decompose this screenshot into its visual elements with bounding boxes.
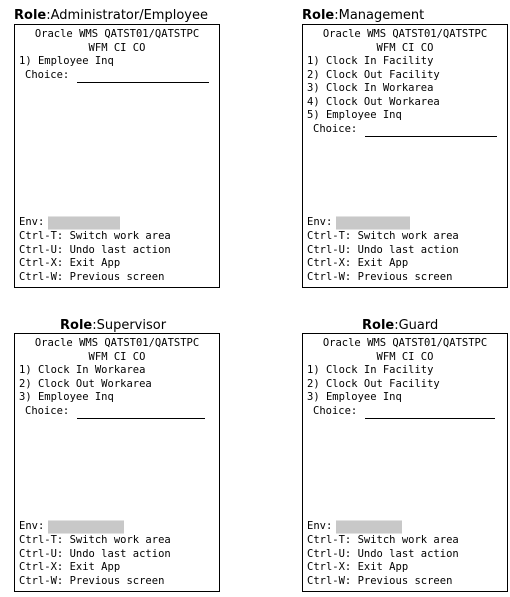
screen-header-title: Oracle WMS QATST01/QATSTPC [322,337,488,349]
env-label: Env: [19,216,45,229]
screen-footer [307,520,503,588]
role-prefix: Role [60,318,93,333]
shortcut-exit-app: Ctrl-X: Exit App [307,257,409,269]
choice-label: Choice: [313,405,358,417]
env-row [19,216,215,230]
terminal-screen-supervisor [14,333,220,592]
shortcut-switch-work-area: Ctrl-T: Switch work area [19,230,171,242]
shortcut-switch-work-area: Ctrl-T: Switch work area [307,230,459,242]
role-prefix: Role [302,8,335,23]
terminal-screen-guard [302,333,508,592]
shortcut-exit-app: Ctrl-X: Exit App [307,561,409,573]
role-name: :Guard [394,318,439,333]
role-name: :Management [334,8,425,23]
env-value-redacted [48,520,124,534]
menu-item-clock-out-facility[interactable]: 2) Clock Out Facility [307,68,440,81]
menu-item-clock-in-workarea[interactable]: 1) Clock In Workarea [19,364,146,376]
env-value-redacted [336,520,402,534]
choice-row [303,405,507,419]
shortcut-undo-last-action: Ctrl-U: Undo last action [307,243,459,256]
shortcut-undo-last-action: Ctrl-U: Undo last action [307,547,459,560]
env-row [19,520,215,534]
screen-footer [19,216,215,284]
choice-label: Choice: [25,69,70,81]
shortcut-undo-last-action: Ctrl-U: Undo last action [19,243,171,256]
choice-label: Choice: [25,405,70,417]
shortcut-switch-work-area: Ctrl-T: Switch work area [307,534,459,546]
screen-header-subtitle: WFM CI CO [376,41,434,54]
screen-footer [19,520,215,588]
env-label: Env: [307,216,333,229]
choice-row [15,69,219,83]
choice-input[interactable] [365,407,495,419]
shortcut-switch-work-area: Ctrl-T: Switch work area [19,534,171,546]
screen-header-title: Oracle WMS QATST01/QATSTPC [34,28,200,40]
menu-item-employee-inq[interactable]: 3) Employee Inq [307,391,402,403]
screen-footer [307,216,503,284]
role-label-management [302,8,424,24]
role-label-guard [362,318,438,334]
role-prefix: Role [362,318,395,333]
menu-item-employee-inq[interactable]: 1) Employee Inq [19,55,114,67]
env-label: Env: [19,520,45,533]
terminal-screen-admin [14,24,220,288]
role-label-admin [14,8,208,24]
choice-input[interactable] [77,71,209,83]
shortcut-undo-last-action: Ctrl-U: Undo last action [19,547,171,560]
choice-input[interactable] [77,407,205,419]
env-row [307,216,503,230]
menu-item-clock-out-workarea[interactable]: 4) Clock Out Workarea [307,95,440,108]
shortcut-previous-screen: Ctrl-W: Previous screen [19,574,165,587]
role-name: :Supervisor [92,318,167,333]
choice-row [303,123,507,137]
env-value-redacted [48,216,120,230]
screen-header-title: Oracle WMS QATST01/QATSTPC [322,28,488,40]
env-label: Env: [307,520,333,533]
screen-header-subtitle: WFM CI CO [88,350,146,363]
choice-label: Choice: [313,123,358,135]
menu-item-clock-out-workarea[interactable]: 2) Clock Out Workarea [19,377,152,390]
shortcut-exit-app: Ctrl-X: Exit App [19,561,121,573]
env-row [307,520,503,534]
role-name: :Administrator/Employee [46,8,208,23]
menu-item-clock-in-facility[interactable]: 1) Clock In Facility [307,364,434,376]
terminal-screen-management [302,24,508,288]
menu-item-employee-inq[interactable]: 3) Employee Inq [19,391,114,403]
menu-item-employee-inq[interactable]: 5) Employee Inq [307,109,402,121]
shortcut-previous-screen: Ctrl-W: Previous screen [19,270,165,283]
shortcut-previous-screen: Ctrl-W: Previous screen [307,574,453,587]
shortcut-exit-app: Ctrl-X: Exit App [19,257,121,269]
shortcut-previous-screen: Ctrl-W: Previous screen [307,270,453,283]
env-value-redacted [336,216,410,230]
role-label-supervisor [60,318,166,334]
screen-header-subtitle: WFM CI CO [376,350,434,363]
menu-item-clock-in-facility[interactable]: 1) Clock In Facility [307,55,434,67]
screen-header-title: Oracle WMS QATST01/QATSTPC [34,337,200,349]
screen-header-subtitle: WFM CI CO [88,41,146,54]
menu-item-clock-in-workarea[interactable]: 3) Clock In Workarea [307,82,434,94]
menu-item-clock-out-facility[interactable]: 2) Clock Out Facility [307,377,440,390]
choice-row [15,405,219,419]
choice-input[interactable] [365,125,497,137]
role-prefix: Role [14,8,47,23]
